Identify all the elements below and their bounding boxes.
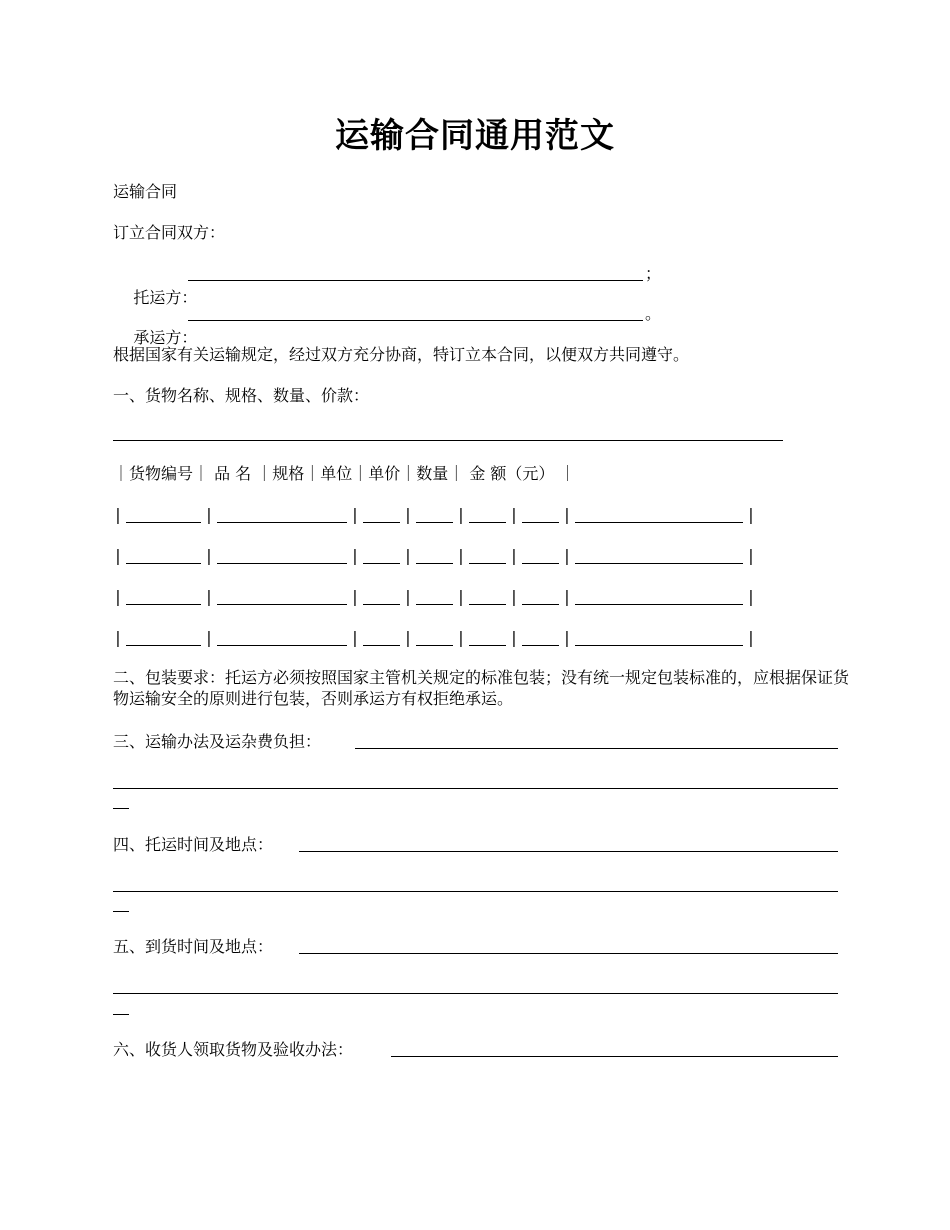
section-2-text: 二、包装要求：托运方必须按照国家主管机关规定的标准包装；没有统一规定包装标准的，应根据保证货物运输安全的原则进行包装，否则承运方有权拒绝承运。: [113, 668, 850, 708]
table-cell-divider: |: [748, 628, 754, 647]
section-5-blank: [299, 953, 838, 954]
table-cell-divider: |: [405, 587, 411, 606]
table-blank-cell: [416, 547, 453, 564]
table-blank-cell: [126, 588, 201, 605]
shipper-end: ；: [645, 264, 662, 283]
table-cell-divider: |: [206, 628, 212, 647]
table-blank-cell: [416, 588, 453, 605]
table-cell-divider: |: [511, 587, 517, 606]
table-cell-divider: |: [115, 546, 121, 565]
shipper-blank: [188, 280, 643, 281]
table-cell-divider: |: [748, 587, 754, 606]
table-blank-cell: [469, 629, 506, 646]
table-cell-divider: |: [115, 505, 121, 524]
table-blank-cell: [575, 547, 743, 564]
table-blank-cell: [217, 547, 347, 564]
table-cell-divider: |: [115, 628, 121, 647]
goods-table-row: [113, 503, 756, 527]
table-cell-divider: |: [206, 505, 212, 524]
table-blank-cell: [522, 547, 559, 564]
section-3-blank-3: [113, 808, 129, 809]
table-blank-cell: [575, 588, 743, 605]
table-blank-cell: [522, 506, 559, 523]
contract-heading: 运输合同: [113, 182, 178, 201]
table-cell-divider: |: [352, 505, 358, 524]
table-cell-divider: |: [206, 546, 212, 565]
section-4-blank: [299, 851, 838, 852]
goods-table-row: [113, 626, 756, 650]
table-cell-divider: |: [352, 587, 358, 606]
table-cell-divider: |: [564, 628, 570, 647]
table-blank-cell: [522, 629, 559, 646]
table-cell-divider: |: [352, 628, 358, 647]
table-blank-cell: [217, 506, 347, 523]
table-blank-cell: [217, 588, 347, 605]
table-cell-divider: |: [564, 587, 570, 606]
table-blank-cell: [469, 588, 506, 605]
table-blank-cell: [416, 629, 453, 646]
section-3-heading: 三、运输办法及运杂费负担：: [113, 732, 322, 751]
section-4-blank-3: [113, 911, 129, 912]
table-blank-cell: [416, 506, 453, 523]
table-cell-divider: |: [405, 505, 411, 524]
table-cell-divider: |: [405, 628, 411, 647]
section-5-heading: 五、到货时间及地点：: [113, 937, 274, 956]
table-cell-divider: |: [352, 546, 358, 565]
table-blank-cell: [575, 629, 743, 646]
table-blank-cell: [522, 588, 559, 605]
table-blank-cell: [363, 588, 400, 605]
document-title: 运输合同通用范文: [335, 116, 615, 156]
table-cell-divider: |: [405, 546, 411, 565]
table-blank-cell: [363, 547, 400, 564]
section-5-blank-2: [113, 993, 838, 994]
section-1-heading: 一、货物名称、规格、数量、价款：: [113, 386, 370, 405]
section-6-blank: [391, 1056, 838, 1057]
table-cell-divider: |: [748, 546, 754, 565]
table-cell-divider: |: [115, 587, 121, 606]
table-cell-divider: |: [511, 505, 517, 524]
table-blank-cell: [469, 506, 506, 523]
table-cell-divider: |: [748, 505, 754, 524]
goods-table-row: [113, 585, 756, 609]
table-blank-cell: [126, 506, 201, 523]
table-cell-divider: |: [511, 628, 517, 647]
table-blank-cell: [469, 547, 506, 564]
carrier-label: 承运方：: [133, 328, 198, 347]
table-blank-cell: [575, 506, 743, 523]
table-blank-cell: [363, 506, 400, 523]
section-4-heading: 四、托运时间及地点：: [113, 835, 274, 854]
table-cell-divider: |: [564, 505, 570, 524]
section-4-blank-2: [113, 891, 838, 892]
section-5-blank-3: [113, 1014, 129, 1015]
carrier-end: 。: [645, 304, 662, 323]
table-blank-cell: [126, 629, 201, 646]
goods-table-header: ｜货物编号｜ 品 名 ｜规格｜单位｜单价｜数量｜ 金 额（元） ｜: [113, 464, 576, 483]
table-cell-divider: |: [206, 587, 212, 606]
table-blank-cell: [363, 629, 400, 646]
section-6-heading: 六、收货人领取货物及验收办法：: [113, 1040, 354, 1059]
section-3-blank-2: [113, 788, 838, 789]
table-blank-cell: [126, 547, 201, 564]
table-cell-divider: |: [511, 546, 517, 565]
table-cell-divider: |: [458, 546, 464, 565]
preamble: 根据国家有关运输规定，经过双方充分协商，特订立本合同，以便双方共同遵守。: [113, 345, 690, 364]
table-cell-divider: |: [458, 505, 464, 524]
carrier-blank: [188, 320, 643, 321]
table-cell-divider: |: [458, 628, 464, 647]
table-cell-divider: |: [458, 587, 464, 606]
table-cell-divider: |: [564, 546, 570, 565]
section-1-blank: [113, 440, 783, 441]
section-3-blank: [355, 748, 838, 749]
goods-table-row: [113, 544, 756, 568]
parties-intro: 订立合同双方：: [113, 223, 226, 242]
table-blank-cell: [217, 629, 347, 646]
shipper-label: 托运方：: [133, 288, 198, 307]
